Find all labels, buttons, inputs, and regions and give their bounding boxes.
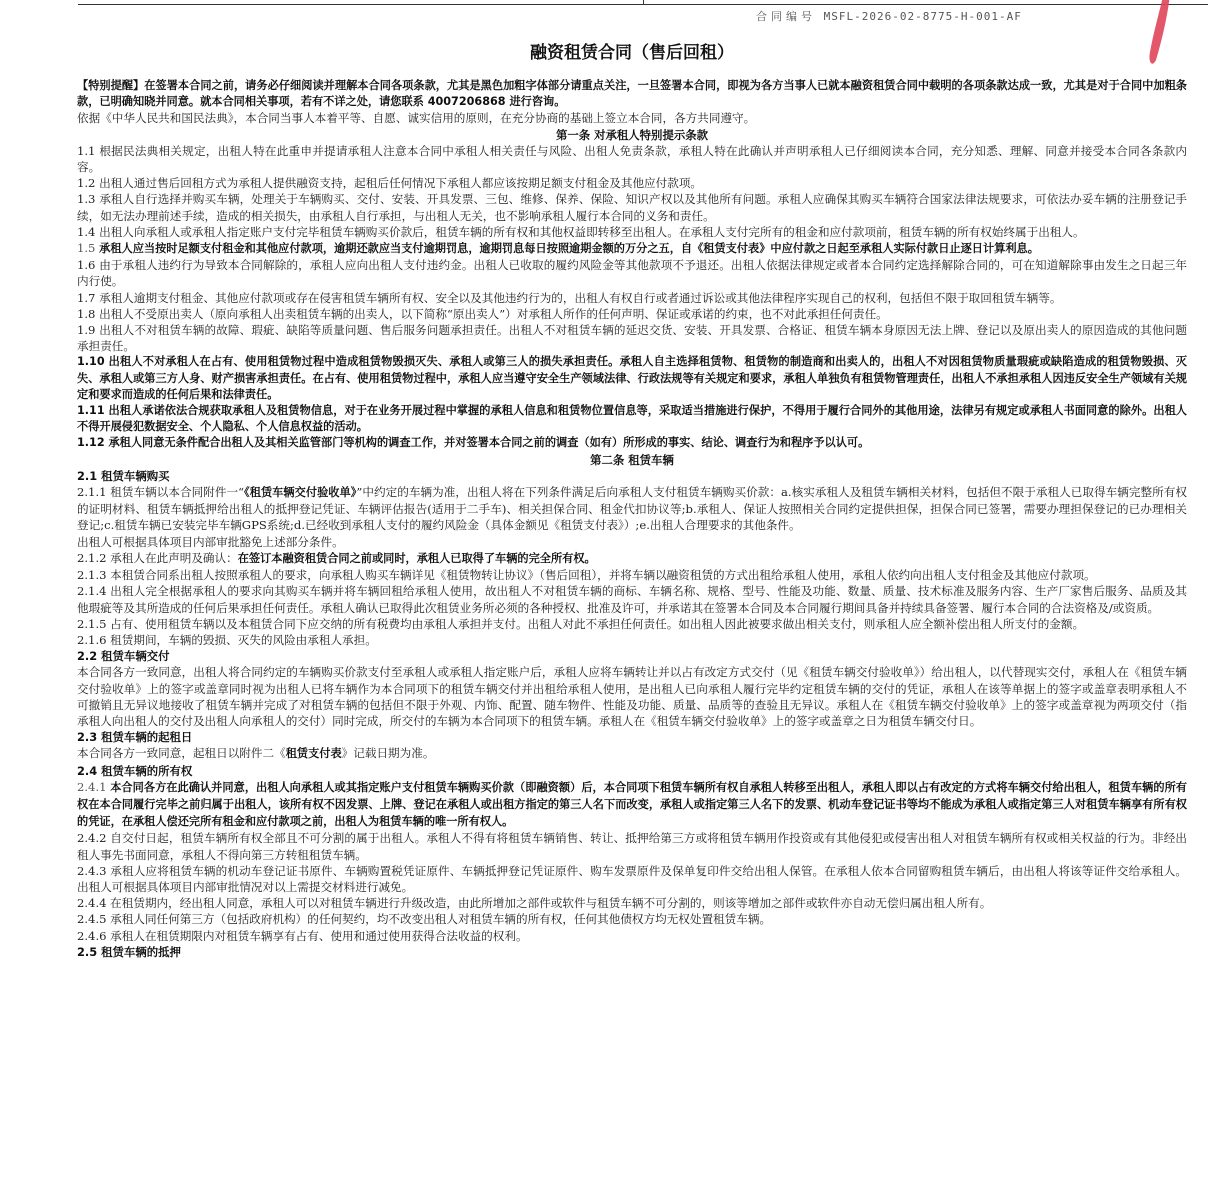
clause-1-10: 1.10 出租人不对承租人在占有、使用租赁物过程中造成租赁物毁损灭失、承租人或第三人的损失承担责任。承租人自主选择租赁物、租赁物的制造商和出卖人的，出租人不对因租赁物质量瑕疵或缺陷造成的租赁物毁损、灭失、承租人或第三方人身、财产损害承担责任。在占有、使用租赁物过程中，承租人应当遵守安全生产领域法律、行政法规等有关规定和要求，承租人单独负有租赁物管理责任，出租人不承担承租人因违反安全生产领域有关规定和要求而造成的任何后果和法律责任。 bbox=[77, 355, 1187, 401]
article-2-heading: 第二条 租赁车辆 bbox=[590, 452, 674, 467]
clause-1-2: 1.2 出租人通过售后回租方式为承租人提供融资支持，起租后任何情况下承租人都应该按期足额支付租金及其他应付款项。 bbox=[77, 176, 703, 191]
clause-2-4-2: 2.4.2 自交付日起，租赁车辆所有权全部且不可分割的属于出租人。承租人不得有将租赁车辆销售、转让、抵押给第三方或将租赁车辆用作投资或有其他侵犯或侵害出租人对租赁车辆所有权或相关权益的行为。非经出租人事先书面同意，承租人不得向第三方转租租赁车辆。 bbox=[77, 831, 1187, 862]
clause-2-4-1-text: 本合同各方在此确认并同意，出租人向承租人或其指定账户支付租赁车辆购买价款（即融资额）后，本合同项下租赁车辆所有权自承租人转移至出租人，承租人即以占有改定的方式将车辆交付给出租人，租赁车辆的所有权在本合同履行完毕之前归属于出租人，该所有权不因发票、上牌、登记在承租人或出租方指定的第三人名下而改变，承租人或指定第三人名下的发票、机动车登记证书等均不能成为承租人或指定第三人对租赁车辆享有所有权的凭证，在承租人偿还完所有租金和应付款项之前，出租人为租赁车辆的唯一所有权人。 bbox=[77, 780, 1187, 829]
clause-2-3-part-a: 本合同各方一致同意，起租日以附件二《 bbox=[77, 746, 286, 761]
clause-2-1-1-part-b: 《租赁车辆交付验收单》 bbox=[244, 486, 357, 500]
clause-2-1-2 bbox=[77, 550, 1187, 567]
clause-2-3 bbox=[77, 745, 1187, 762]
clause-2-4-1 bbox=[77, 779, 1187, 831]
clause-1-8: 1.8 出租人不受原出卖人（原向承租人出卖租赁车辆的出卖人，以下简称“原出卖人”）对承租人所作的任何声明、保证或承诺的约束，也不对此承担任何责任。 bbox=[77, 306, 888, 321]
clause-1-9: 1.9 出租人不对租赁车辆的故障、瑕疵、缺陷等质量问题、售后服务问题承担责任。出租人不对租赁车辆的延迟交货、安装、开具发票、合格证、租赁车辆本身原因无法上牌、登记以及原出卖人的原因造成的其他问题承担责任。 bbox=[77, 323, 1187, 354]
section-2-5-heading: 2.5 租赁车辆的抵押 bbox=[77, 944, 181, 959]
clause-1-4: 1.4 出租人向承租人或承租人指定账户支付完毕租赁车辆购买价款后，租赁车辆的所有权和其他权益即转移至出租人。在承租人支付完所有的租金和应付款项前，租赁车辆的所有权始终属于出租人。 bbox=[77, 224, 1085, 239]
clause-1-3: 1.3 承租人自行选择并购买车辆，处理关于车辆购买、交付、安装、开具发票、三包、维修、保养、保险、知识产权以及其他所有问题。承租人应确保其购买车辆符合国家法律法规要求，可依法办妥车辆的注册登记手续，如无法办理前述手续，造成的相关损失，由承租人自行承担，与出租人无关，也不影响承租人履行本合同的义务和责任。 bbox=[77, 192, 1187, 223]
clause-1-12: 1.12 承租人同意无条件配合出租人及其相关监管部门等机构的调查工作，并对签署本合同之前的调查（如有）所形成的事实、结论、调查行为和程序予以认可。 bbox=[77, 436, 870, 450]
special-notice: 【特别提醒】在签署本合同之前，请务必仔细阅读并理解本合同各项条款，尤其是黑色加粗字体部分请重点关注，一旦签署本合同，即视为各方当事人已就本融资租赁合同中载明的各项条款达成一致，尤其是对于合同中加粗条款，已明确知晓并同意。就本合同相关事项，若有不详之处，请您联系 4007206868 进行咨询。 bbox=[77, 79, 1187, 109]
clause-2-4-3: 2.4.3 承租人应将租赁车辆的机动车登记证书原件、车辆购置税凭证原件、车辆抵押登记凭证原件、购车发票原件及保单复印件交给出租人保管。在承租人依本合同留购租赁车辆后，由出租人将该等证件交给承租人。出租人可根据具体项目内部审批情况对以上需提交材料进行减免。 bbox=[77, 863, 1187, 894]
clause-1-7: 1.7 承租人逾期支付租金、其他应付款项或存在侵害租赁车辆所有权、安全以及其他违约行为的，出租人有权自行或者通过诉讼或其他法律程序实现自己的权利，包括但不限于取回租赁车辆等。 bbox=[77, 290, 1062, 305]
clause-1-5-number: 1.5 bbox=[77, 241, 100, 256]
clause-1-6: 1.6 由于承租人违约行为导致本合同解除的，承租人应向出租人支付违约金。出租人已收取的履约风险金等其他款项不予退还。出租人依据法律规定或者本合同约定选择解除合同的，可在知道解除事由发生之日起三年内行使。 bbox=[77, 258, 1187, 289]
intro-paragraph: 依据《中华人民共和国民法典》，本合同当事人本着平等、自愿、诚实信用的原则，在充分协商的基础上签立本合同，各方共同遵守。 bbox=[77, 111, 756, 126]
clause-2-1-6: 2.1.6 租赁期间，车辆的毁损、灭失的风险由承租人承担。 bbox=[77, 632, 377, 647]
border-tick bbox=[643, 0, 644, 4]
article-1-heading: 第一条 对承租人特别提示条款 bbox=[555, 127, 709, 142]
clause-2-1-2-part-b: 在签订本融资租赁合同之前或同时，承租人已取得了车辆的完全所有权。 bbox=[237, 551, 596, 565]
clause-2-1-5: 2.1.5 占有、使用租赁车辆以及本租赁合同下应交纳的所有税费均由承租人承担并支付。出租人对此不承担任何责任。如出租人因此被要求做出相关支付，则承租人应全额补偿出租人所支付的金额。 bbox=[77, 616, 1085, 631]
clause-2-1-4: 2.1.4 出租人完全根据承租人的要求向其购买车辆并将车辆回租给承租人使用，故出租人不对租赁车辆的商标、车辆名称、规格、型号、性能及功能、数量、质量、技术标准及服务内容、生产厂家售后服务、品质及其他瑕疵等及其所造成的任何后果承担任何责任。承租人确认已取得此次租赁业务所必须的各种授权、批准及许可，并承诺其在签署本合同及本合同履行期间具备并持续具备签署、履行本合同的合法资格及/或资质。 bbox=[77, 584, 1187, 615]
clause-2-1-1-part-c: ”中约定的车辆为准，出租人将在下列条件满足后向承租人支付租赁车辆购买价款：a.核实承租人及租赁车辆相关材料，包括但不限于承租人已取得车辆完整所有权的证明材料、租赁车辆抵押给出租人的抵押登记凭证、车辆评估报告(适用于二手车)、相关担保合同、租金代扣协议等;b.承租人、保证人按照相关合同约定提供担保，担保合同已签署，需要办理担保登记的已办理相关登记;c.租赁车辆已安装完毕车辆GPS系统;d.已经收到承租人支付的履约风险金（具体金额见《租赁支付表》）;e.出租人合理要求的其他条件。 bbox=[77, 485, 1187, 533]
clause-2-4-6: 2.4.6 承租人在租赁期限内对租赁车辆享有占有、使用和通过使用获得合法收益的权利。 bbox=[77, 928, 528, 943]
section-2-4-heading: 2.4 租赁车辆的所有权 bbox=[77, 763, 193, 778]
top-border-line bbox=[78, 0, 1208, 5]
clause-2-1-1 bbox=[77, 484, 1187, 534]
section-2-2-heading: 2.2 租赁车辆交付 bbox=[77, 649, 170, 664]
clause-2-4-1-number: 2.4.1 bbox=[77, 779, 111, 794]
section-2-3-heading: 2.3 租赁车辆的起租日 bbox=[77, 730, 193, 745]
clause-2-3-part-b: 租赁支付表 bbox=[285, 747, 342, 761]
clause-2-4-5: 2.4.5 承租人同任何第三方（包括政府机构）的任何契约，均不改变出租人对租赁车辆的所有权，任何其他债权方均无权处置租赁车辆。 bbox=[77, 912, 772, 927]
clause-2-1-1-waiver: 出租人可根据具体项目内部审批豁免上述部分条件。 bbox=[77, 534, 344, 549]
clause-2-4-4: 2.4.4 在租赁期内，经出租人同意，承租人可以对租赁车辆进行升级改造，由此所增加之部件或软件与租赁车辆不可分割的，则该等增加之部件或软件亦自动无偿归属出租人所有。 bbox=[77, 896, 992, 911]
clause-2-1-3: 2.1.3 本租赁合同系出租人按照承租人的要求，向承租人购买车辆详见《租赁物转让协议》（售后回租），并将车辆以融资租赁的方式出租给承租人使用，承租人依约向出租人支付租金及其他应付款项。 bbox=[77, 568, 1096, 583]
clause-2-3-part-c: 》记载日期为准。 bbox=[341, 746, 435, 761]
clause-2-1-1-part-a: 2.1.1 租赁车辆以本合同附件一“ bbox=[77, 485, 245, 500]
section-2-1-heading: 2.1 租赁车辆购买 bbox=[77, 468, 170, 483]
contract-number-label: 合同编号 bbox=[756, 10, 816, 23]
document-title: 融资租赁合同（售后回租） bbox=[530, 43, 734, 63]
clause-2-1-2-part-a: 2.1.2 承租人在此声明及确认： bbox=[77, 550, 238, 565]
clause-1-1: 1.1 根据民法典相关规定，出租人特在此重申并提请承租人注意本合同中承租人相关责任与风险、出租人免责条款，承租人特在此确认并声明承租人已仔细阅读本合同，充分知悉、理解、同意并接受本合同各条款内容。 bbox=[77, 143, 1187, 175]
contract-number-value: MSFL-2026-02-8775-H-001-AF bbox=[823, 10, 1022, 23]
contract-number bbox=[756, 8, 1022, 24]
clause-1-5 bbox=[77, 240, 1187, 257]
contract-document bbox=[77, 40, 1187, 960]
clause-1-5-text: 承租人应当按时足额支付租金和其他应付款项，逾期还款应当支付逾期罚息，逾期罚息每日按照逾期金额的万分之五，自《租赁支付表》中应付款之日起至承租人实际付款日止逐日计算利息。 bbox=[99, 242, 1039, 256]
clause-1-11: 1.11 出租人承诺依法合规获取承租人及租赁物信息，对于在业务开展过程中掌握的承租人信息和租赁物位置信息等，采取适当措施进行保护，不得用于履行合同外的其他用途，法律另有规定或承租人书面同意的除外。出租人不得开展侵犯数据安全、个人隐私、个人信息权益的活动。 bbox=[77, 404, 1187, 434]
clause-2-2: 本合同各方一致同意，出租人将合同约定的车辆购买价款支付至承租人或承租人指定账户后，承租人应将车辆转让并以占有改定方式交付（见《租赁车辆交付验收单》）给出租人，以代替现实交付，承租人在《租赁车辆交付验收单》上的签字或盖章同时视为出租人已将车辆作为本合同项下的租赁车辆交付并出租给承租人使用，是出租人已向承租人履行完毕约定租赁车辆的交付的凭证，承租人在该等单据上的签字或盖章表明承租人不可撤销且无异议地接收了租赁车辆并完成了对租赁车辆的包括但不限于外观、内饰、配置、随车物件、性能及功能、质量、品质等的查验且无异议。承租人在《租赁车辆交付验收单》上的签字或盖章视为两项交付（指承租人向出租人的交付及出租人向承租人的交付）同时完成，所交付的车辆为本合同项下的租赁车辆。承租人在《租赁车辆交付验收单》上的签字或盖章之日为租赁车辆交付日。 bbox=[77, 665, 1187, 728]
